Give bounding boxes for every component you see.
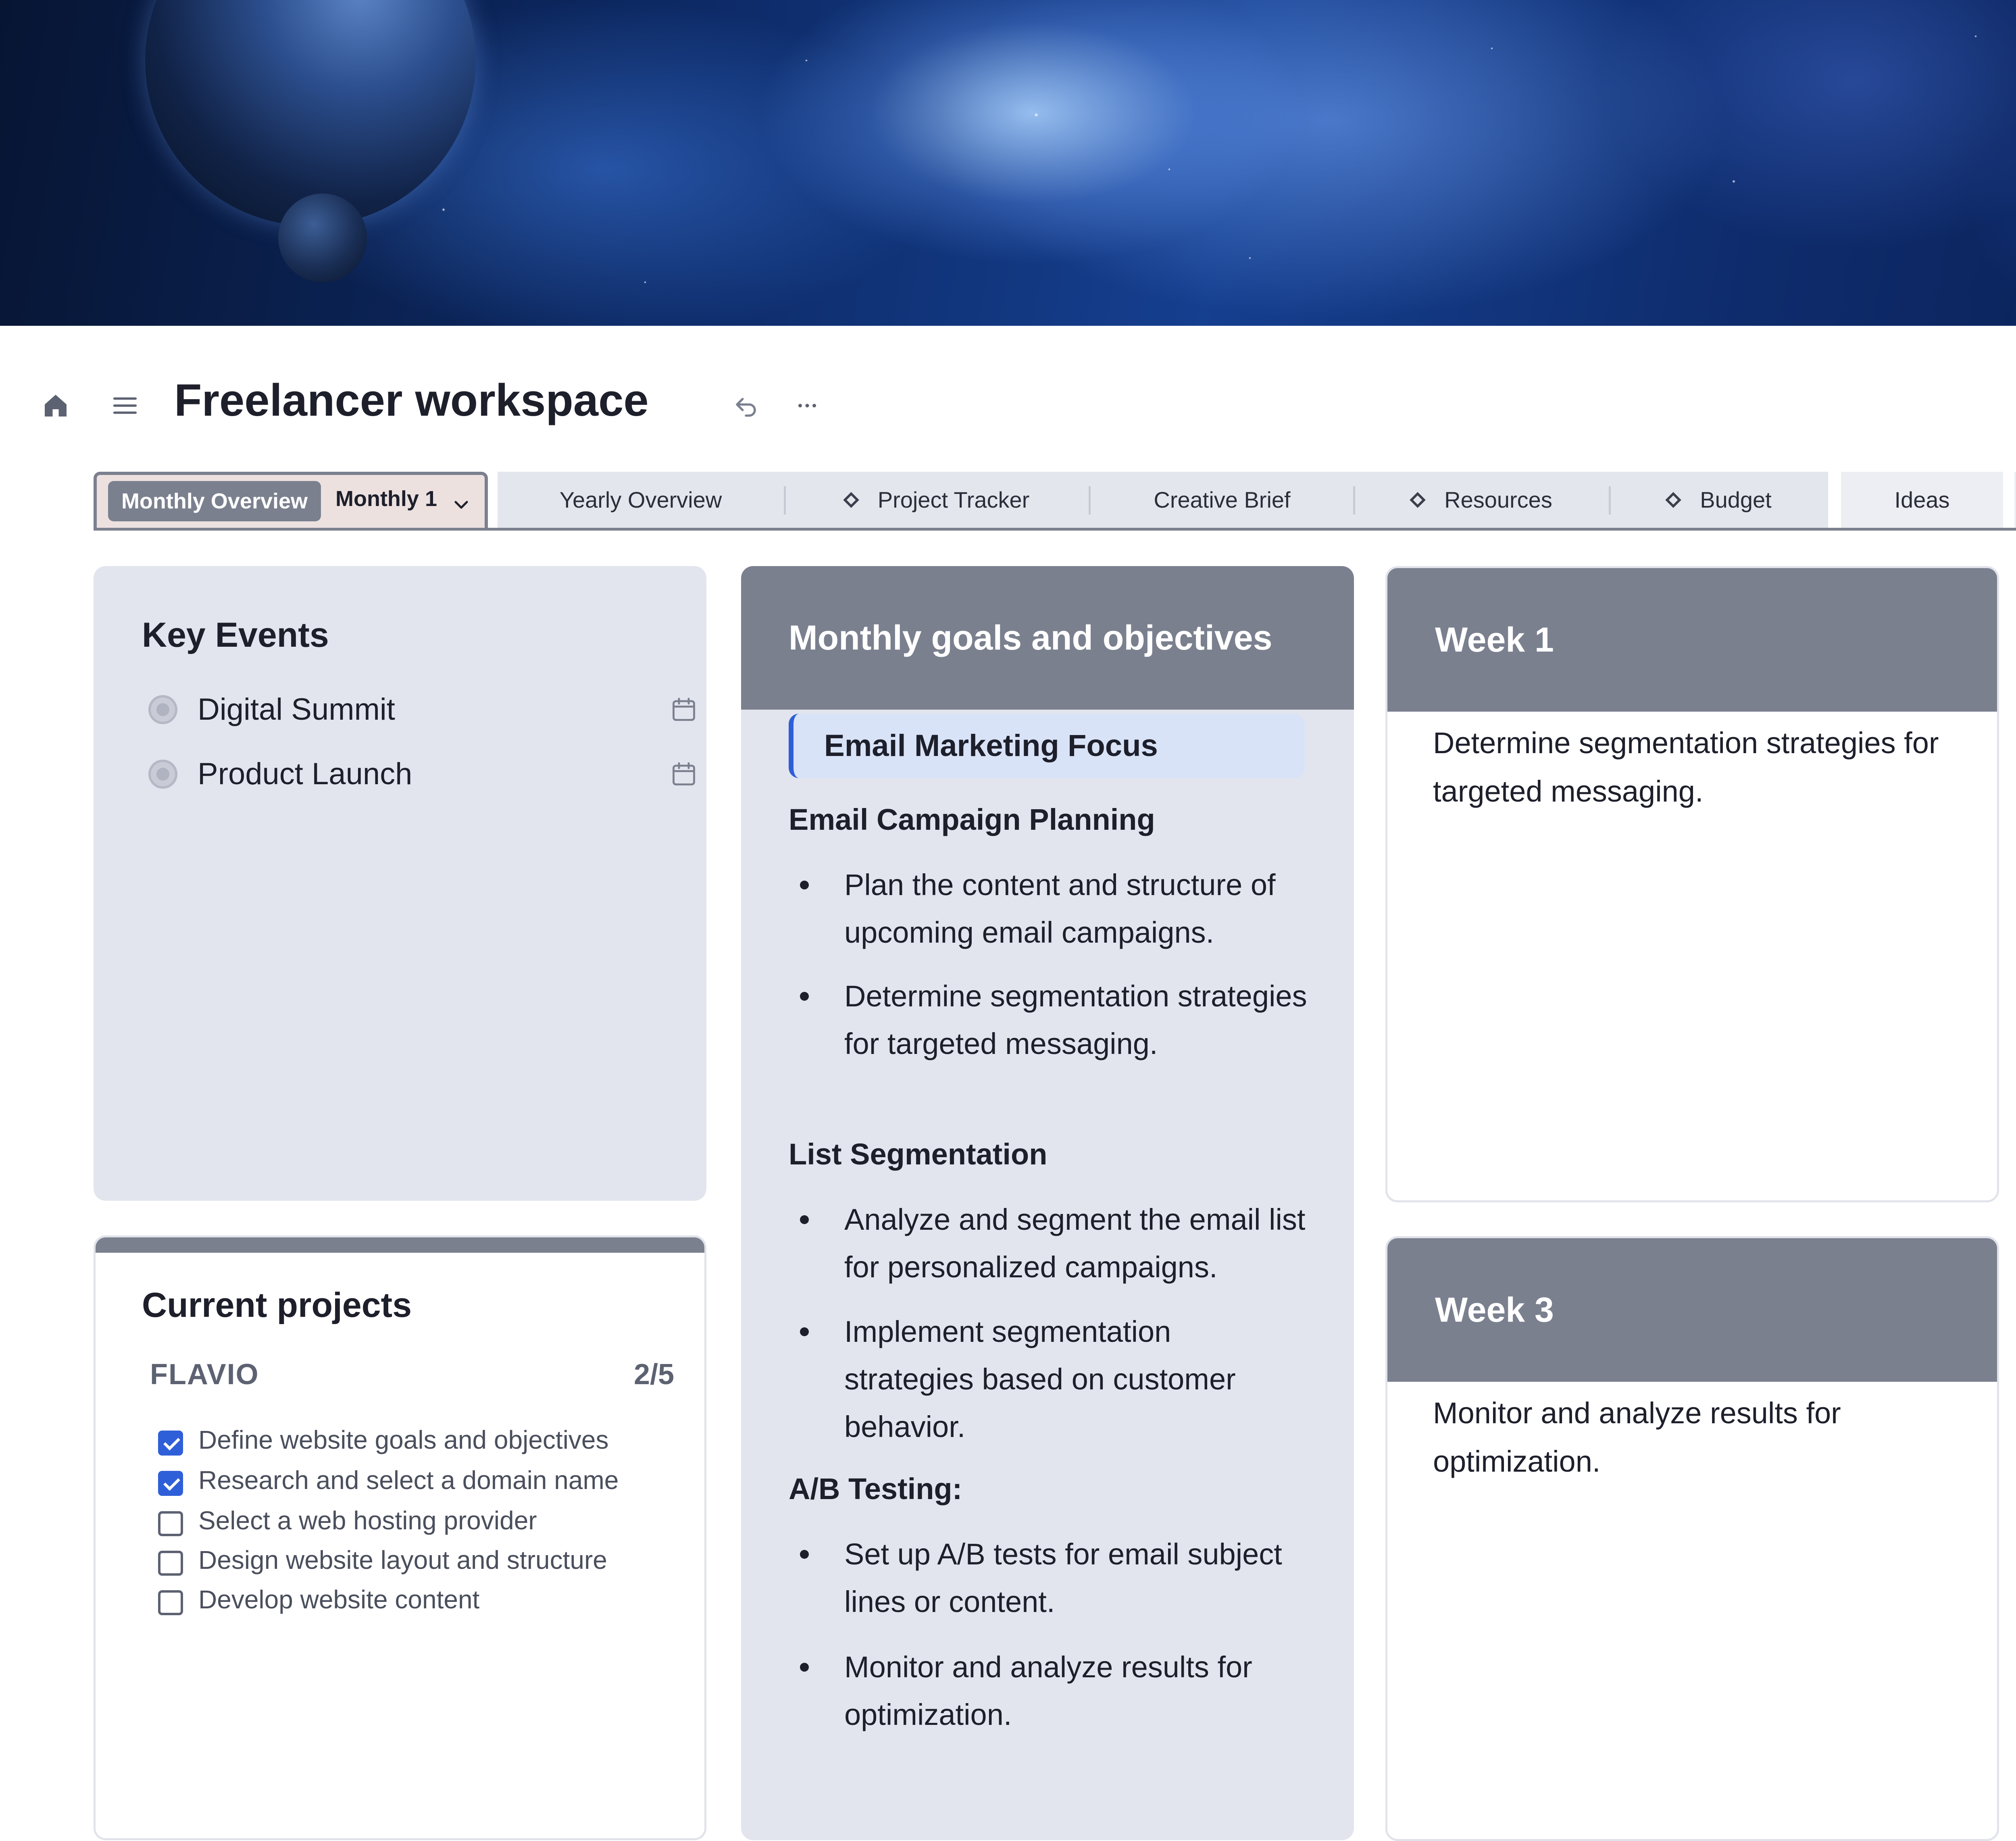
task-item[interactable] (158, 1543, 698, 1579)
task-label[interactable]: Design website layout and structure (198, 1545, 607, 1574)
week-3-card (1385, 1236, 1999, 1841)
goal-section-heading: List Segmentation (789, 1137, 1048, 1171)
task-label[interactable]: Develop website content (198, 1585, 480, 1614)
banner-moon-small (278, 194, 367, 282)
tab-budget[interactable]: Budget (1611, 472, 1828, 528)
event-status-radio[interactable] (148, 695, 177, 724)
menu-icon[interactable] (109, 389, 141, 422)
event-item[interactable] (148, 750, 705, 798)
event-label[interactable]: Digital Summit (198, 692, 395, 727)
tab-divider (784, 486, 786, 514)
calendar-icon[interactable] (669, 695, 698, 726)
home-icon[interactable] (40, 389, 72, 422)
tab-ideas[interactable]: Ideas (1841, 472, 2003, 528)
event-label[interactable]: Product Launch (198, 757, 412, 791)
project-name[interactable]: FLAVIO (150, 1358, 259, 1391)
task-checkbox[interactable] (158, 1471, 183, 1496)
week-body[interactable]: Determine segmentation strategies for targeted messaging. (1433, 726, 1939, 808)
tab-project-tracker[interactable]: Project Tracker (786, 472, 1089, 528)
task-item[interactable] (158, 1422, 698, 1459)
page-title[interactable]: Freelancer workspace (174, 375, 649, 425)
focus-callout-label: Email Marketing Focus (824, 729, 1158, 763)
bullet-dot (800, 1550, 809, 1559)
tab-creative-brief[interactable]: Creative Brief (1091, 472, 1353, 528)
task-item[interactable] (158, 1582, 698, 1618)
week-title: Week 1 (1387, 568, 1997, 712)
cover-banner (0, 0, 2016, 326)
bullet-dot (800, 881, 809, 889)
tab-monthly-overview-label[interactable]: Monthly Overview (108, 481, 321, 521)
task-label[interactable]: Select a web hosting provider (198, 1506, 537, 1535)
task-label[interactable]: Research and select a domain name (198, 1466, 619, 1495)
more-icon[interactable] (791, 389, 823, 422)
week-1-card (1385, 566, 1999, 1202)
tab-divider (1089, 486, 1091, 514)
tab-divider (1609, 486, 1611, 514)
diamond-icon (843, 492, 859, 508)
undo-icon[interactable] (730, 389, 762, 422)
tabbar-underline (94, 528, 2016, 531)
project-progress-count: 2/5 (634, 1358, 675, 1391)
tab-yearly-overview[interactable]: Yearly Overview (498, 472, 784, 528)
current-projects-title: Current projects (142, 1286, 412, 1325)
monthly-subpage-select[interactable]: Monthly 1 (335, 487, 437, 511)
week-title: Week 3 (1387, 1238, 1997, 1382)
diamond-icon (1410, 492, 1426, 508)
tab-resources[interactable]: Resources (1356, 472, 1609, 528)
event-status-radio[interactable] (148, 760, 177, 789)
bullet-dot (800, 992, 809, 1001)
tab-tools[interactable] (2014, 472, 2016, 528)
task-label[interactable]: Define website goals and objectives (198, 1425, 609, 1454)
calendar-icon[interactable] (669, 760, 698, 791)
bullet-dot (800, 1215, 809, 1224)
bullet-dot (800, 1327, 809, 1336)
task-checkbox[interactable] (158, 1551, 183, 1576)
monthly-goals-title: Monthly goals and objectives (741, 566, 1354, 710)
tab-divider (1353, 486, 1355, 514)
week-body[interactable]: Monitor and analyze results for optimization. (1433, 1396, 1841, 1478)
diamond-icon (1665, 492, 1681, 508)
task-checkbox[interactable] (158, 1511, 183, 1536)
key-events-title: Key Events (142, 616, 329, 654)
chevron-down-icon[interactable] (450, 494, 473, 518)
task-checkbox[interactable] (158, 1590, 183, 1615)
card-top-accent (96, 1237, 704, 1253)
task-item[interactable] (158, 1463, 698, 1499)
key-events-card (94, 566, 706, 1201)
bullet-dot (800, 1663, 809, 1672)
goal-section-heading: A/B Testing: (789, 1472, 962, 1506)
goal-section-heading: Email Campaign Planning (789, 803, 1155, 836)
task-item[interactable] (158, 1503, 698, 1539)
event-item[interactable] (148, 685, 705, 734)
task-checkbox[interactable] (158, 1431, 183, 1456)
